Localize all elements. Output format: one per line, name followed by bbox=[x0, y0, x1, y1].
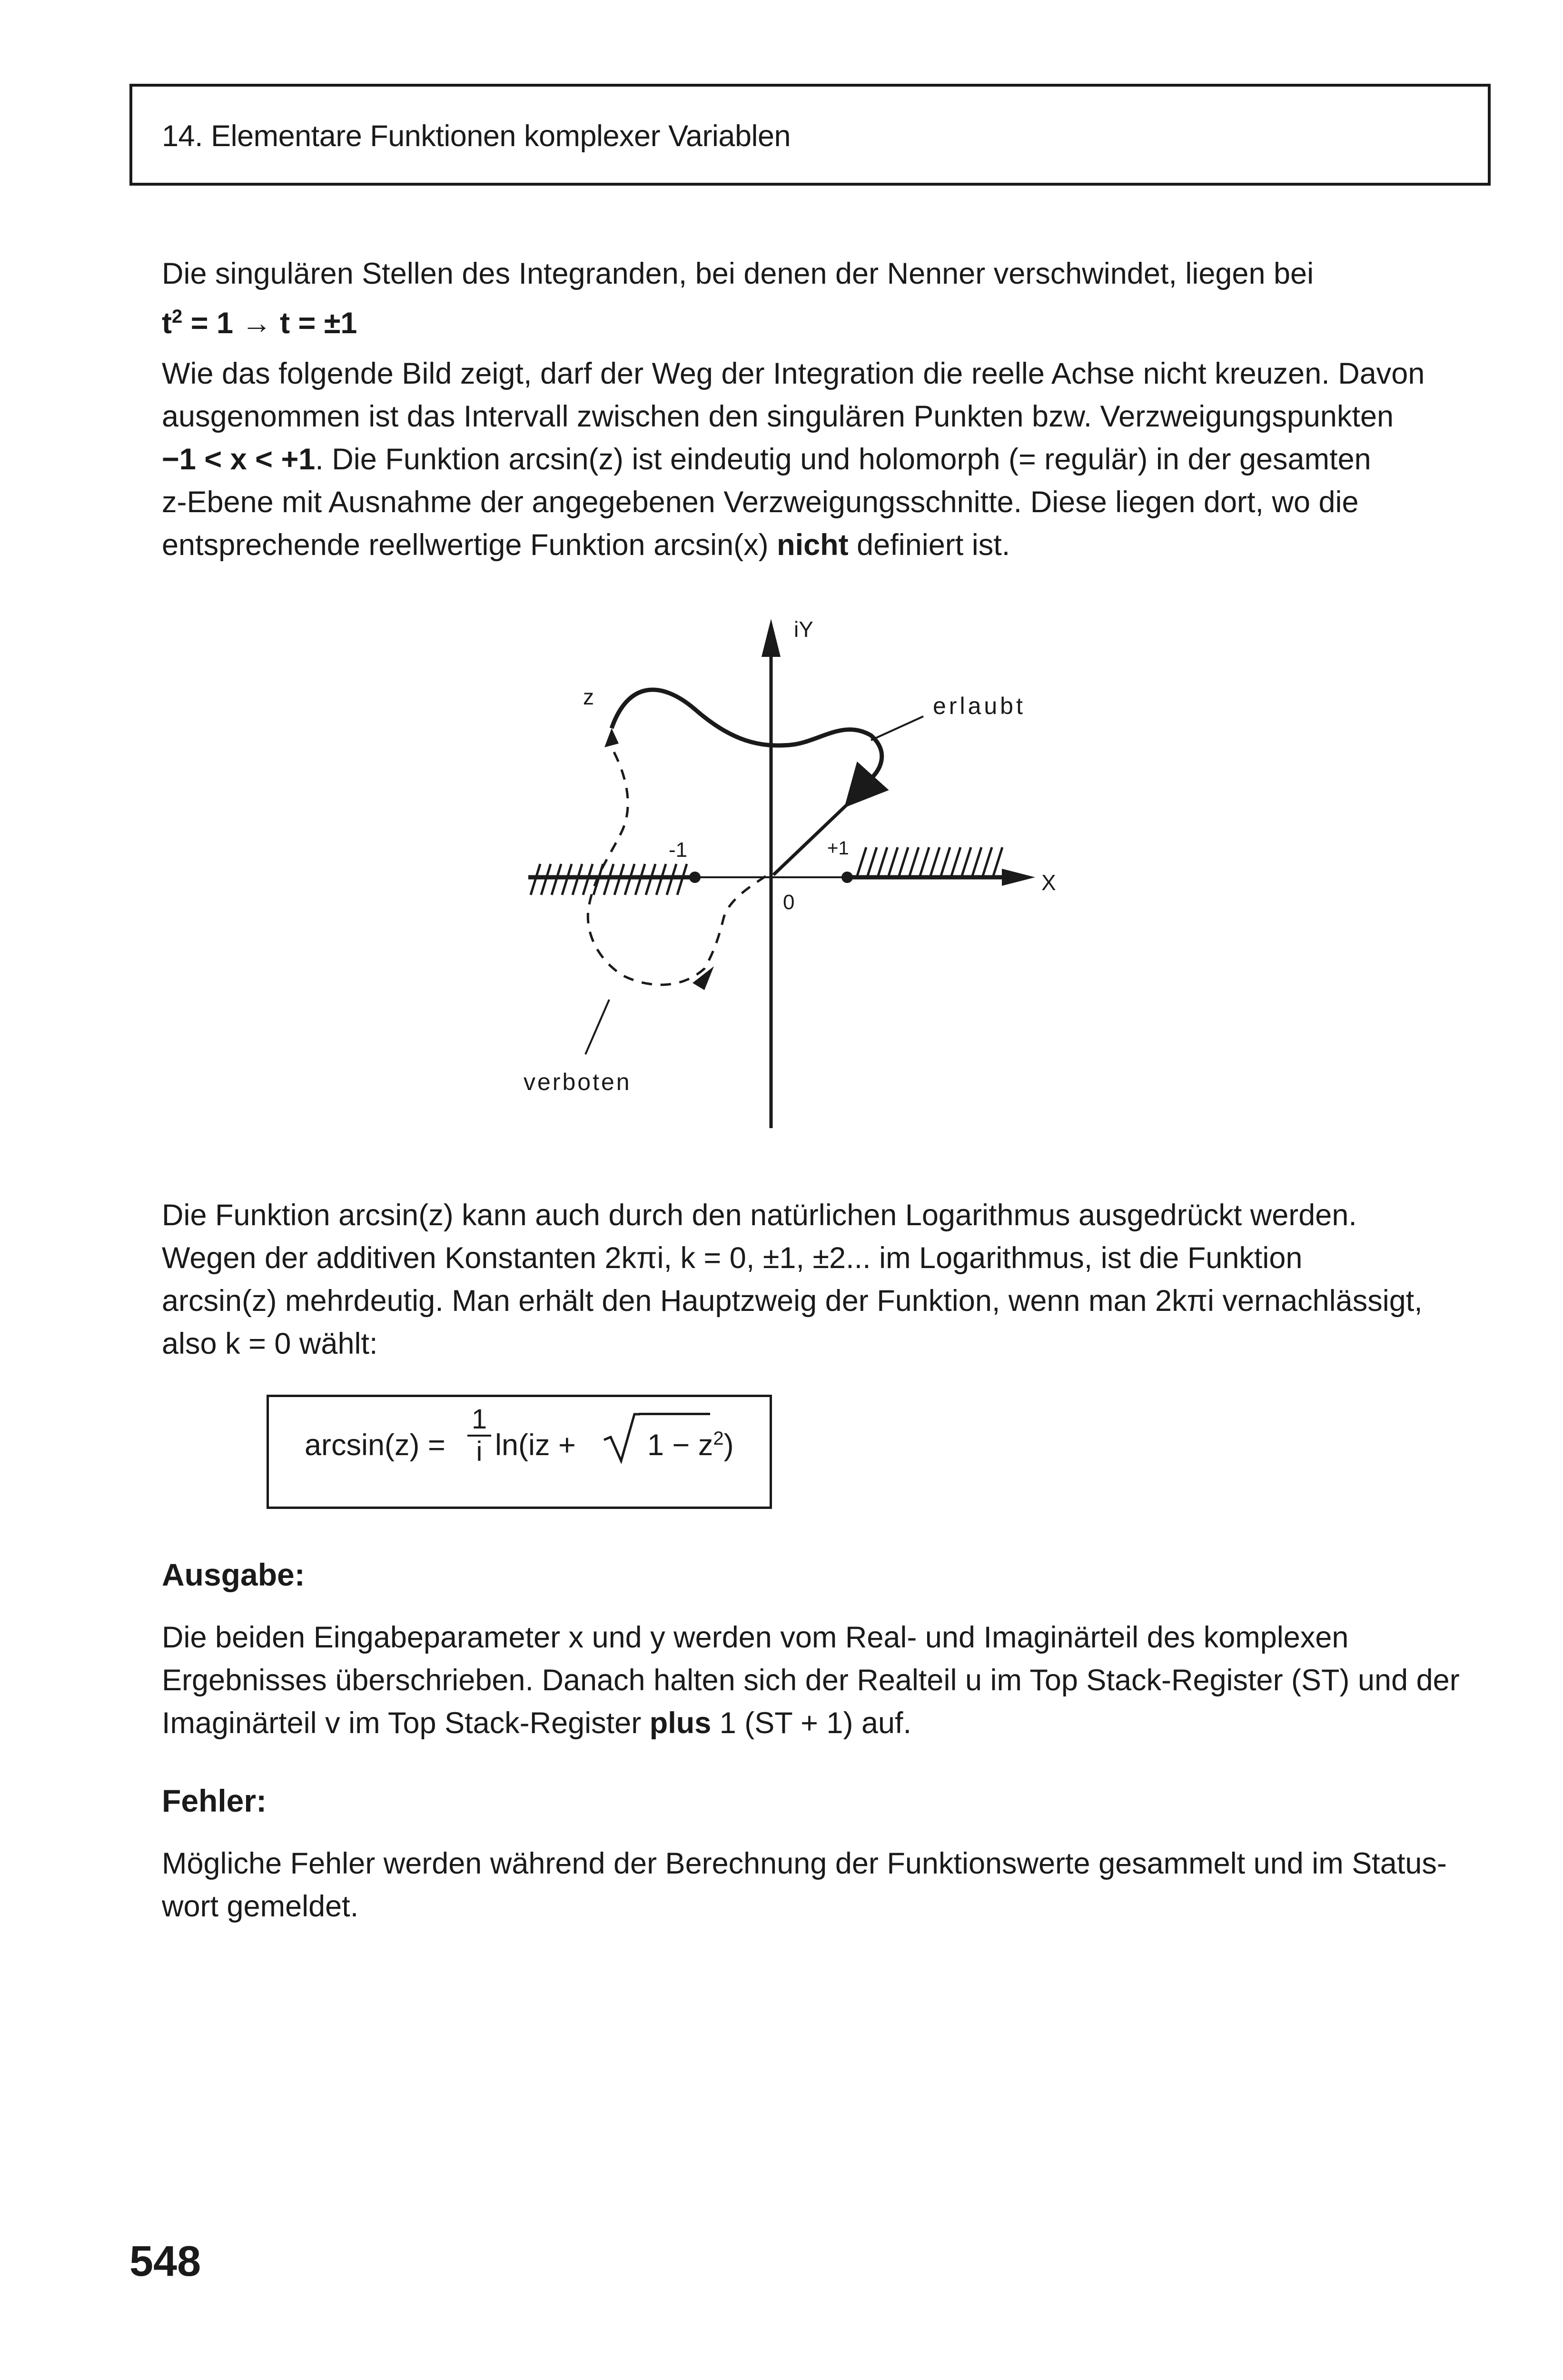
eq-t: t bbox=[162, 307, 172, 340]
path-start-arrow-icon bbox=[604, 728, 619, 747]
intro-line-1: Die singulären Stellen des Integranden, bei denen der Nenner verschwindet, liegen bei bbox=[162, 257, 1314, 290]
branch-point-plus-one bbox=[841, 872, 853, 883]
p1-line-5-pre: entsprechende reellwertige Funktion arcsin(x) bbox=[162, 528, 777, 562]
error-paragraph bbox=[162, 1842, 1461, 1928]
formula-radicand bbox=[647, 1428, 734, 1462]
p1-line-5 bbox=[162, 524, 1461, 566]
fraction-denominator: i bbox=[467, 1435, 491, 1467]
forbidden-label: verboten bbox=[524, 1069, 632, 1095]
error-heading: Fehler: bbox=[162, 1783, 267, 1818]
p2-line-2: Wegen der additiven Konstanten 2kπi, k = 0, ±1, ±2... im Logarithmus, ist die Funktion bbox=[162, 1241, 1303, 1275]
p1-line-2: ausgenommen ist das Intervall zwischen den singulären Punkten bzw. Verzweigungspunkten bbox=[162, 400, 1394, 433]
intro-paragraph bbox=[162, 252, 1461, 345]
formula-ln-part: ln(iz + bbox=[495, 1428, 576, 1462]
branch-point-minus-one bbox=[689, 872, 701, 883]
formula-close-paren: ) bbox=[723, 1428, 734, 1462]
p1-line-1: Wie das folgende Bild zeigt, darf der Weg der Integration die reelle Achse nicht kreuzen. Davon bbox=[162, 357, 1425, 390]
eq-rest: = 1 → t = ±1 bbox=[182, 307, 357, 340]
output-line-2: Ergebnisses überschrieben. Danach halten sich der Realteil u im Top Stack-Register (ST) und der bbox=[162, 1664, 1460, 1697]
sqrt-sign-icon bbox=[602, 1411, 640, 1464]
p2-line-1: Die Funktion arcsin(z) kann auch durch den natürlichen Logarithmus ausgedrückt werden. bbox=[162, 1199, 1357, 1232]
page-number: 548 bbox=[129, 2238, 201, 2285]
radicand-text: 1 − z bbox=[647, 1428, 713, 1462]
minus-one-label: -1 bbox=[669, 838, 688, 862]
paragraph-logarithm bbox=[162, 1194, 1461, 1365]
forbidden-path-curve bbox=[588, 752, 766, 985]
emphasis-plus: plus bbox=[649, 1706, 712, 1740]
output-heading: Ausgabe: bbox=[162, 1557, 305, 1592]
plus-one-label: +1 bbox=[827, 838, 849, 859]
p1-line-3 bbox=[162, 438, 1461, 481]
chapter-title: 14. Elementare Funktionen komplexer Variablen bbox=[162, 119, 791, 153]
z-label: z bbox=[583, 684, 594, 709]
p2-line-4: also k = 0 wählt: bbox=[162, 1327, 378, 1360]
real-axis-arrow-icon bbox=[1002, 869, 1035, 886]
fraction-numerator: 1 bbox=[471, 1404, 487, 1435]
p2-line-3: arcsin(z) mehrdeutig. Man erhält den Hauptzweig der Funktion, wenn man 2kπi vernachlässigt, bbox=[162, 1284, 1423, 1318]
p1-line-5-post: definiert ist. bbox=[848, 528, 1010, 562]
sqrt-vinculum bbox=[639, 1413, 710, 1415]
verboten-leader-line bbox=[585, 1000, 609, 1054]
emphasis-nicht: nicht bbox=[777, 528, 849, 562]
error-line-1: Mögliche Fehler werden während der Berechnung der Funktionswerte gesammelt und im Status- bbox=[162, 1847, 1447, 1880]
error-line-2: wort gemeldet. bbox=[162, 1890, 359, 1923]
radicand-superscript: 2 bbox=[713, 1428, 724, 1449]
output-line-3-post: 1 (ST + 1) auf. bbox=[711, 1706, 912, 1740]
p1-line-4: z-Ebene mit Ausnahme der angegebenen Verzweigungsschnitte. Diese liegen dort, wo die bbox=[162, 486, 1359, 519]
allowed-label: erlaubt bbox=[933, 693, 1026, 719]
interval-inequality: −1 < x < +1 bbox=[162, 443, 316, 476]
allowed-path-arrow bbox=[847, 781, 869, 804]
p1-line-3-rest: . Die Funktion arcsin(z) ist eindeutig und holomorph (= regulär) in der gesamten bbox=[315, 443, 1371, 476]
formula-lhs: arcsin(z) = bbox=[305, 1428, 445, 1462]
imaginary-axis-label: iY bbox=[794, 617, 813, 642]
output-line-1: Die beiden Eingabeparameter x und y werden vom Real- und Imaginärteil des komplexen bbox=[162, 1621, 1349, 1654]
origin-label: 0 bbox=[783, 891, 795, 914]
right-cut-hatching bbox=[857, 847, 1002, 877]
real-axis-label: X bbox=[1041, 870, 1056, 895]
eq-superscript: 2 bbox=[171, 306, 183, 327]
paragraph-integration-path bbox=[162, 352, 1461, 566]
output-paragraph bbox=[162, 1616, 1461, 1745]
allowed-path-curve bbox=[612, 690, 882, 781]
imaginary-axis-arrow-icon bbox=[762, 619, 781, 657]
erlaubt-leader-line bbox=[871, 716, 923, 740]
output-line-3 bbox=[162, 1702, 1461, 1745]
output-line-3-pre: Imaginärteil v im Top Stack-Register bbox=[162, 1706, 650, 1740]
branch-cut-diagram bbox=[476, 609, 1190, 1133]
singularity-equation bbox=[162, 295, 1461, 345]
formula-fraction bbox=[467, 1404, 491, 1467]
